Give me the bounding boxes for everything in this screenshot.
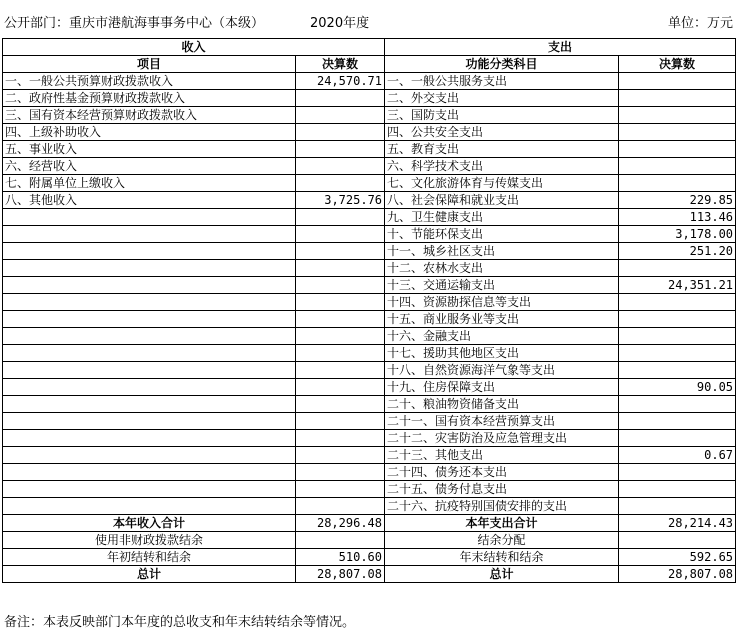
summary-income-amount: 510.60 [296, 549, 385, 566]
income-amount-cell [296, 481, 385, 498]
expense-item-cell: 十三、交通运输支出 [385, 277, 619, 294]
income-amount-cell [296, 209, 385, 226]
expense-item-cell: 十二、农林水支出 [385, 260, 619, 277]
expense-item-cell: 二十一、国有资本经营预算支出 [385, 413, 619, 430]
income-amount-cell [296, 430, 385, 447]
expense-amount-cell: 3,178.00 [619, 226, 736, 243]
summary-row [3, 515, 736, 532]
income-item-cell: 三、国有资本经营预算财政拨款收入 [3, 107, 296, 124]
table-row [3, 362, 736, 379]
income-item-cell: 七、附属单位上缴收入 [3, 175, 296, 192]
section-header-row [3, 39, 736, 56]
expense-item-cell: 二十五、债务付息支出 [385, 481, 619, 498]
expense-item-cell: 十七、援助其他地区支出 [385, 345, 619, 362]
income-amount-cell [296, 90, 385, 107]
department-label: 公开部门：重庆市港航海事事务中心（本级） [4, 16, 265, 31]
table-row [3, 311, 736, 328]
income-item-cell [3, 260, 296, 277]
summary-income-label: 年初结转和结余 [3, 549, 296, 566]
income-amount-cell [296, 498, 385, 515]
expense-amount-cell: 24,351.21 [619, 277, 736, 294]
summary-income-label: 总计 [3, 566, 296, 583]
summary-expense-label: 本年支出合计 [385, 515, 619, 532]
col-header-function: 功能分类科目 [385, 56, 619, 73]
expense-amount-cell [619, 141, 736, 158]
expense-item-cell: 一、一般公共服务支出 [385, 73, 619, 90]
expense-section-header: 支出 [385, 39, 736, 56]
income-item-cell: 二、政府性基金预算财政拨款收入 [3, 90, 296, 107]
income-item-cell [3, 209, 296, 226]
table-row [3, 209, 736, 226]
summary-income-amount: 28,296.48 [296, 515, 385, 532]
table-row [3, 158, 736, 175]
income-amount-cell [296, 175, 385, 192]
income-item-cell [3, 464, 296, 481]
income-expenditure-table [2, 38, 736, 583]
expense-item-cell: 二十三、其他支出 [385, 447, 619, 464]
table-row [3, 413, 736, 430]
income-amount-cell [296, 124, 385, 141]
table-row [3, 447, 736, 464]
table-row [3, 396, 736, 413]
summary-income-amount [296, 532, 385, 549]
table-row [3, 464, 736, 481]
expense-item-cell: 二十二、灾害防治及应急管理支出 [385, 430, 619, 447]
expense-amount-cell [619, 294, 736, 311]
income-amount-cell [296, 362, 385, 379]
expense-amount-cell [619, 124, 736, 141]
expense-item-cell: 十五、商业服务业等支出 [385, 311, 619, 328]
summary-expense-amount: 592.65 [619, 549, 736, 566]
summary-expense-amount: 28,807.08 [619, 566, 736, 583]
expense-amount-cell [619, 175, 736, 192]
income-item-cell [3, 413, 296, 430]
summary-expense-label: 结余分配 [385, 532, 619, 549]
table-row [3, 260, 736, 277]
income-amount-cell [296, 464, 385, 481]
income-item-cell [3, 396, 296, 413]
expense-amount-cell [619, 413, 736, 430]
expense-amount-cell [619, 107, 736, 124]
expense-amount-cell [619, 73, 736, 90]
summary-income-amount: 28,807.08 [296, 566, 385, 583]
income-item-cell [3, 294, 296, 311]
expense-item-cell: 十四、资源勘探信息等支出 [385, 294, 619, 311]
income-item-cell [3, 311, 296, 328]
table-row [3, 328, 736, 345]
income-item-cell [3, 481, 296, 498]
income-item-cell [3, 226, 296, 243]
income-amount-cell [296, 260, 385, 277]
income-item-cell: 四、上级补助收入 [3, 124, 296, 141]
income-amount-cell [296, 141, 385, 158]
income-section-header: 收入 [3, 39, 385, 56]
summary-expense-amount [619, 532, 736, 549]
expense-amount-cell [619, 498, 736, 515]
table-row [3, 90, 736, 107]
expense-item-cell: 十六、金融支出 [385, 328, 619, 345]
income-item-cell [3, 379, 296, 396]
income-amount-cell: 24,570.71 [296, 73, 385, 90]
table-row [3, 107, 736, 124]
expense-amount-cell [619, 464, 736, 481]
col-header-amount: 决算数 [296, 56, 385, 73]
table-row [3, 192, 736, 209]
income-amount-cell: 3,725.76 [296, 192, 385, 209]
expense-amount-cell [619, 328, 736, 345]
expense-item-cell: 十一、城乡社区支出 [385, 243, 619, 260]
income-amount-cell [296, 311, 385, 328]
expense-amount-cell [619, 90, 736, 107]
summary-row [3, 566, 736, 583]
income-amount-cell [296, 107, 385, 124]
income-amount-cell [296, 226, 385, 243]
income-amount-cell [296, 379, 385, 396]
income-item-cell [3, 345, 296, 362]
income-amount-cell [296, 328, 385, 345]
expense-amount-cell: 0.67 [619, 447, 736, 464]
table-row [3, 73, 736, 90]
income-item-cell [3, 277, 296, 294]
income-item-cell [3, 447, 296, 464]
expense-amount-cell: 113.46 [619, 209, 736, 226]
income-item-cell [3, 498, 296, 515]
expense-item-cell: 二、外交支出 [385, 90, 619, 107]
income-amount-cell [296, 158, 385, 175]
income-item-cell [3, 430, 296, 447]
expense-item-cell: 五、教育支出 [385, 141, 619, 158]
table-row [3, 481, 736, 498]
expense-item-cell: 十八、自然资源海洋气象等支出 [385, 362, 619, 379]
expense-amount-cell: 229.85 [619, 192, 736, 209]
table-row [3, 243, 736, 260]
table-row [3, 294, 736, 311]
column-header-row [3, 56, 736, 73]
summary-expense-label: 年末结转和结余 [385, 549, 619, 566]
summary-income-label: 本年收入合计 [3, 515, 296, 532]
expense-item-cell: 十、节能环保支出 [385, 226, 619, 243]
expense-amount-cell [619, 260, 736, 277]
summary-income-label: 使用非财政拨款结余 [3, 532, 296, 549]
summary-row [3, 532, 736, 549]
expense-amount-cell [619, 345, 736, 362]
expense-item-cell: 二十、粮油物资储备支出 [385, 396, 619, 413]
table-row [3, 345, 736, 362]
income-item-cell: 六、经营收入 [3, 158, 296, 175]
income-item-cell [3, 362, 296, 379]
table-row [3, 124, 736, 141]
income-amount-cell [296, 277, 385, 294]
income-amount-cell [296, 396, 385, 413]
income-amount-cell [296, 345, 385, 362]
income-amount-cell [296, 294, 385, 311]
income-item-cell: 五、事业收入 [3, 141, 296, 158]
income-item-cell [3, 328, 296, 345]
expense-item-cell: 六、科学技术支出 [385, 158, 619, 175]
expense-amount-cell [619, 311, 736, 328]
expense-item-cell: 十九、住房保障支出 [385, 379, 619, 396]
year-label: 2020年度 [310, 16, 370, 31]
income-amount-cell [296, 447, 385, 464]
income-amount-cell [296, 243, 385, 260]
table-row [3, 141, 736, 158]
table-row [3, 498, 736, 515]
expense-amount-cell [619, 430, 736, 447]
income-amount-cell [296, 413, 385, 430]
expense-amount-cell: 90.05 [619, 379, 736, 396]
table-row [3, 379, 736, 396]
summary-row [3, 549, 736, 566]
income-item-cell: 一、一般公共预算财政拨款收入 [3, 73, 296, 90]
expense-item-cell: 七、文化旅游体育与传媒支出 [385, 175, 619, 192]
col-header-item: 项目 [3, 56, 296, 73]
expense-item-cell: 三、国防支出 [385, 107, 619, 124]
income-item-cell [3, 243, 296, 260]
col-header-amount-expense: 决算数 [619, 56, 736, 73]
income-item-cell: 八、其他收入 [3, 192, 296, 209]
expense-amount-cell [619, 362, 736, 379]
expense-amount-cell [619, 481, 736, 498]
expense-item-cell: 四、公共安全支出 [385, 124, 619, 141]
table-row [3, 277, 736, 294]
expense-amount-cell [619, 158, 736, 175]
expense-amount-cell: 251.20 [619, 243, 736, 260]
expense-item-cell: 二十四、债务还本支出 [385, 464, 619, 481]
expense-item-cell: 二十六、抗疫特别国债安排的支出 [385, 498, 619, 515]
table-body [3, 39, 736, 583]
summary-expense-amount: 28,214.43 [619, 515, 736, 532]
table-row [3, 175, 736, 192]
unit-label: 单位：万元 [667, 16, 733, 31]
expense-amount-cell [619, 396, 736, 413]
table-row [3, 430, 736, 447]
table-row [3, 226, 736, 243]
expense-item-cell: 九、卫生健康支出 [385, 209, 619, 226]
footnote: 备注：本表反映部门本年度的总收支和年末结转结余等情况。 [4, 615, 356, 630]
expense-item-cell: 八、社会保障和就业支出 [385, 192, 619, 209]
summary-expense-label: 总计 [385, 566, 619, 583]
